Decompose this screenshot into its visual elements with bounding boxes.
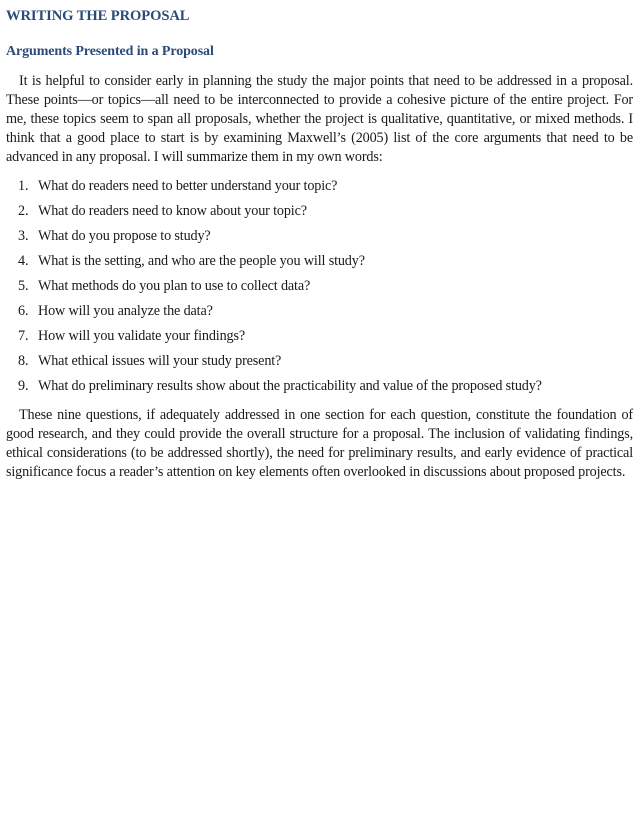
- list-item-text: What do you propose to study?: [38, 228, 211, 244]
- questions-list: [6, 177, 633, 396]
- list-item: [6, 227, 633, 246]
- list-item-number: 2.: [18, 203, 29, 219]
- list-item-number: 5.: [18, 278, 29, 294]
- list-item: [6, 302, 633, 321]
- list-item-number: 7.: [18, 328, 29, 344]
- list-item-number: 8.: [18, 353, 29, 369]
- list-item-text: What do readers need to know about your topic?: [38, 203, 307, 219]
- intro-paragraph: It is helpful to consider early in planning the study the major points that need to be addressed in a proposal. These points—or topics—all need to be interconnected to provide a cohesive picture of the entire project. For me, these topics seem to span all proposals, whether the project is qualitative, quantitative, or mixed methods. I think that a good place to start is by examining Maxwell’s (2005) list of the core arguments that need to be advanced in any proposal. I will summarize them in my own words:: [6, 73, 633, 165]
- list-item-number: 4.: [18, 253, 29, 269]
- list-item: [6, 177, 633, 196]
- list-item-text: What methods do you plan to use to collect data?: [38, 278, 311, 294]
- list-item-text: What do readers need to better understand your topic?: [38, 178, 338, 194]
- list-item-number: 9.: [18, 378, 29, 394]
- list-item-text: What is the setting, and who are the people you will study?: [38, 253, 365, 269]
- list-item: [6, 277, 633, 296]
- list-item: [6, 327, 633, 346]
- list-item: [6, 202, 633, 221]
- list-item: [6, 352, 633, 371]
- list-item-text: How will you analyze the data?: [38, 303, 213, 319]
- list-item-number: 3.: [18, 228, 29, 244]
- section-heading: WRITING THE PROPOSAL: [6, 8, 190, 24]
- list-item-text: How will you validate your findings?: [38, 328, 245, 344]
- list-item-number: 6.: [18, 303, 29, 319]
- list-item-text: What ethical issues will your study present?: [38, 353, 282, 369]
- list-item-number: 1.: [18, 178, 29, 194]
- list-item-text: What do preliminary results show about the practicability and value of the proposed study?: [38, 378, 542, 394]
- conclusion-paragraph: These nine questions, if adequately addressed in one section for each question, constitute the foundation of good research, and they could provide the overall structure for a proposal. The inclusion of validating findings, ethical considerations (to be addressed shortly), the need for preliminary results, and early evidence of practical significance focus a reader’s attention on key elements often overlooked in discussions about proposed projects.: [6, 407, 633, 480]
- list-item: [6, 377, 633, 396]
- list-item: [6, 252, 633, 271]
- subsection-heading: Arguments Presented in a Proposal: [6, 44, 214, 59]
